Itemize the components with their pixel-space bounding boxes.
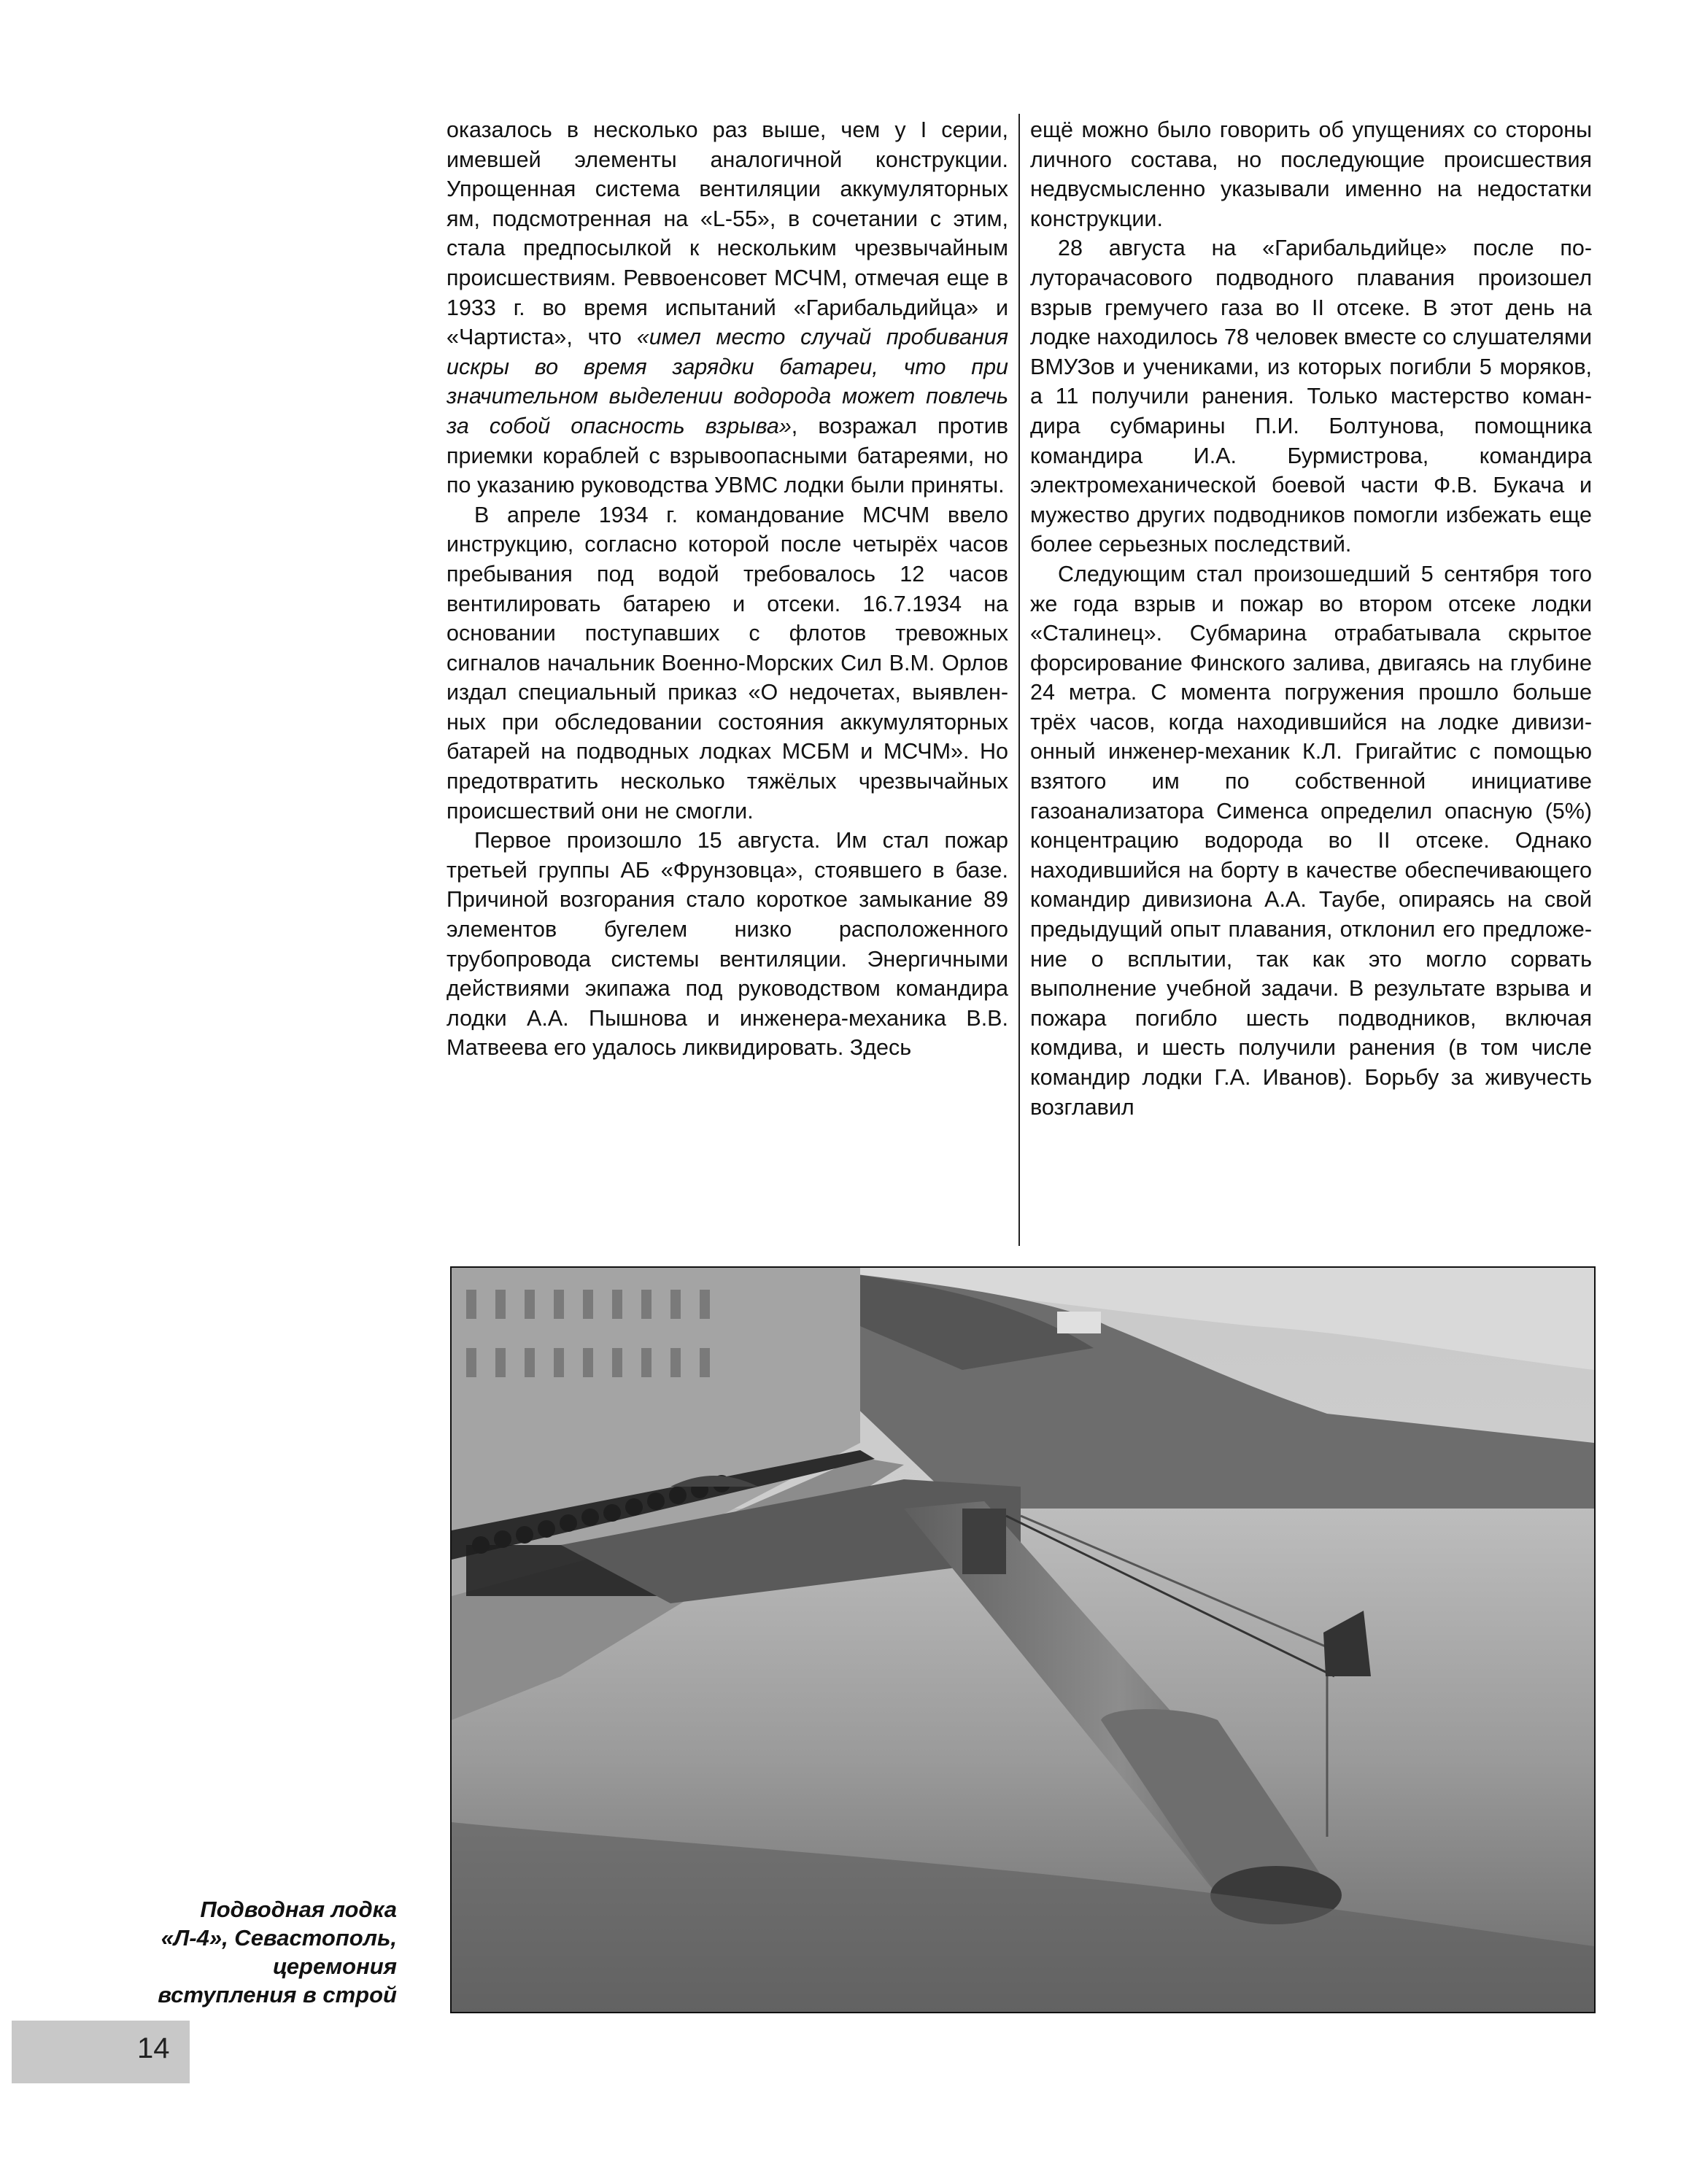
paragraph: 28 августа на «Гарибальдийце» после полуторачасового подводного плавания произошел взрыв гремучего газа во II отсеке. В этот день на лодке находилось 78 человек вместе со слушателями ВМУЗов и учениками, из которых погибли 5 моряков, а 11 получили ранения. Только мастерство командира субмарины П.И. Болтунова, помощника командира И.А. Бурмистрова, командира электромеханической боевой части Ф.В. Букача и мужество других подводников помогли избежать еще более серьезных последствий. bbox=[1030, 236, 1592, 557]
paragraph: В апреле 1934 г. командование МСЧМ ввело инструкцию, согласно которой после четырёх часов пребывания под водой требовалось 12 часов вентилировать батарею и отсеки. 16.7.1934 на основании поступавших с флотов тревожных сигналов начальник Военно-Морских Сил В.М. Орлов издал специальный приказ «О недочетах, выявленных при обследовании состояния аккумуляторных батарей на подводных лодках МСБМ и МСЧМ». Но предотвратить несколько тяжёлых чрезвычайных происшествий они не смогли. bbox=[446, 502, 1008, 824]
italic-quote: «имел место случай пробивания искры во время зарядки батареи, что при значительном выделении водорода может повлечь за собой опасность взрыва» bbox=[446, 325, 1008, 438]
photo-caption bbox=[88, 1895, 397, 2009]
paragraph: ещё можно было говорить об упущениях со стороны личного состава, но последующие происшествия недвусмысленно указывали именно на недостатки конструкции. bbox=[1030, 117, 1592, 231]
right-text-column bbox=[1030, 115, 1592, 1253]
caption-line: «Л-4», Севастополь, bbox=[161, 1925, 397, 1951]
submarine-photo bbox=[450, 1266, 1596, 2013]
caption-line: церемония bbox=[272, 1953, 397, 1979]
paragraph: оказалось в несколько раз выше, чем у I серии, имевшей элементы аналогичной конструкции. Упрощенная система вентиляции аккумуляторных ям, подсмотренная на «L-55», в сочетании с этим, стала предпосылкой к нескольким чрезвычайным происшествиям. Реввоенсовет МСЧМ, отмечая еще в 1933 г. во время испытаний «Гарибальдийца» и «Чартиста», что «имел место случай пробивания искры во время зарядки батареи, что при значительном выделении водорода может повлечь за собой опасность взрыва», возражал против приемки кораблей с взрывоопасными батареями, но по указанию руководства УВМС лодки были приняты. bbox=[446, 117, 1008, 498]
column-divider bbox=[1018, 114, 1020, 1246]
paragraph: Следующим стал произошедший 5 сентября того же года взрыв и пожар во втором отсеке лодки «Сталинец». Субмарина отрабатывала скрытое форсирование Финского залива, двигаясь на глубине 24 метра. С момента погружения прошло больше трёх часов, когда находившийся на лодке дивизионный инженер-механик К.Л. Григайтис с помощью взятого им по собственной инициативе газоанализатора Сименса определил опасную (5%) концентрацию водорода во II отсеке. Однако находившийся на борту в качестве обеспечивающего командир дивизиона А.А. Таубе, опираясь на свой предыдущий опыт плавания, отклонил его предложение о всплытии, так как это могло сорвать выполнение учебной задачи. В результате взрыва и пожара погибло шесть подводников, включая комдива, и шесть получили ранения (в том числе командир лодки Г.А. Иванов). Борьбу за живучесть возглавил bbox=[1030, 561, 1592, 1120]
left-text-column bbox=[446, 115, 1008, 1253]
caption-line: Подводная лодка bbox=[200, 1897, 397, 1922]
paragraph: Первое произошло 15 августа. Им стал пожар третьей группы АБ «Фрунзовца», стоявшего в базе. Причиной возгорания стало короткое замыкание 89 элементов бугелем низко расположенного трубопровода системы вентиляции. Энергичными действиями экипажа под руководством командира лодки А.А. Пышнова и инженера-механика В.В. Матвеева его удалось ликвидировать. Здесь bbox=[446, 828, 1008, 1061]
caption-line: вступления в строй bbox=[158, 1982, 397, 2007]
photo-illustration bbox=[452, 1268, 1594, 2012]
page-number: 14 bbox=[137, 2032, 170, 2064]
